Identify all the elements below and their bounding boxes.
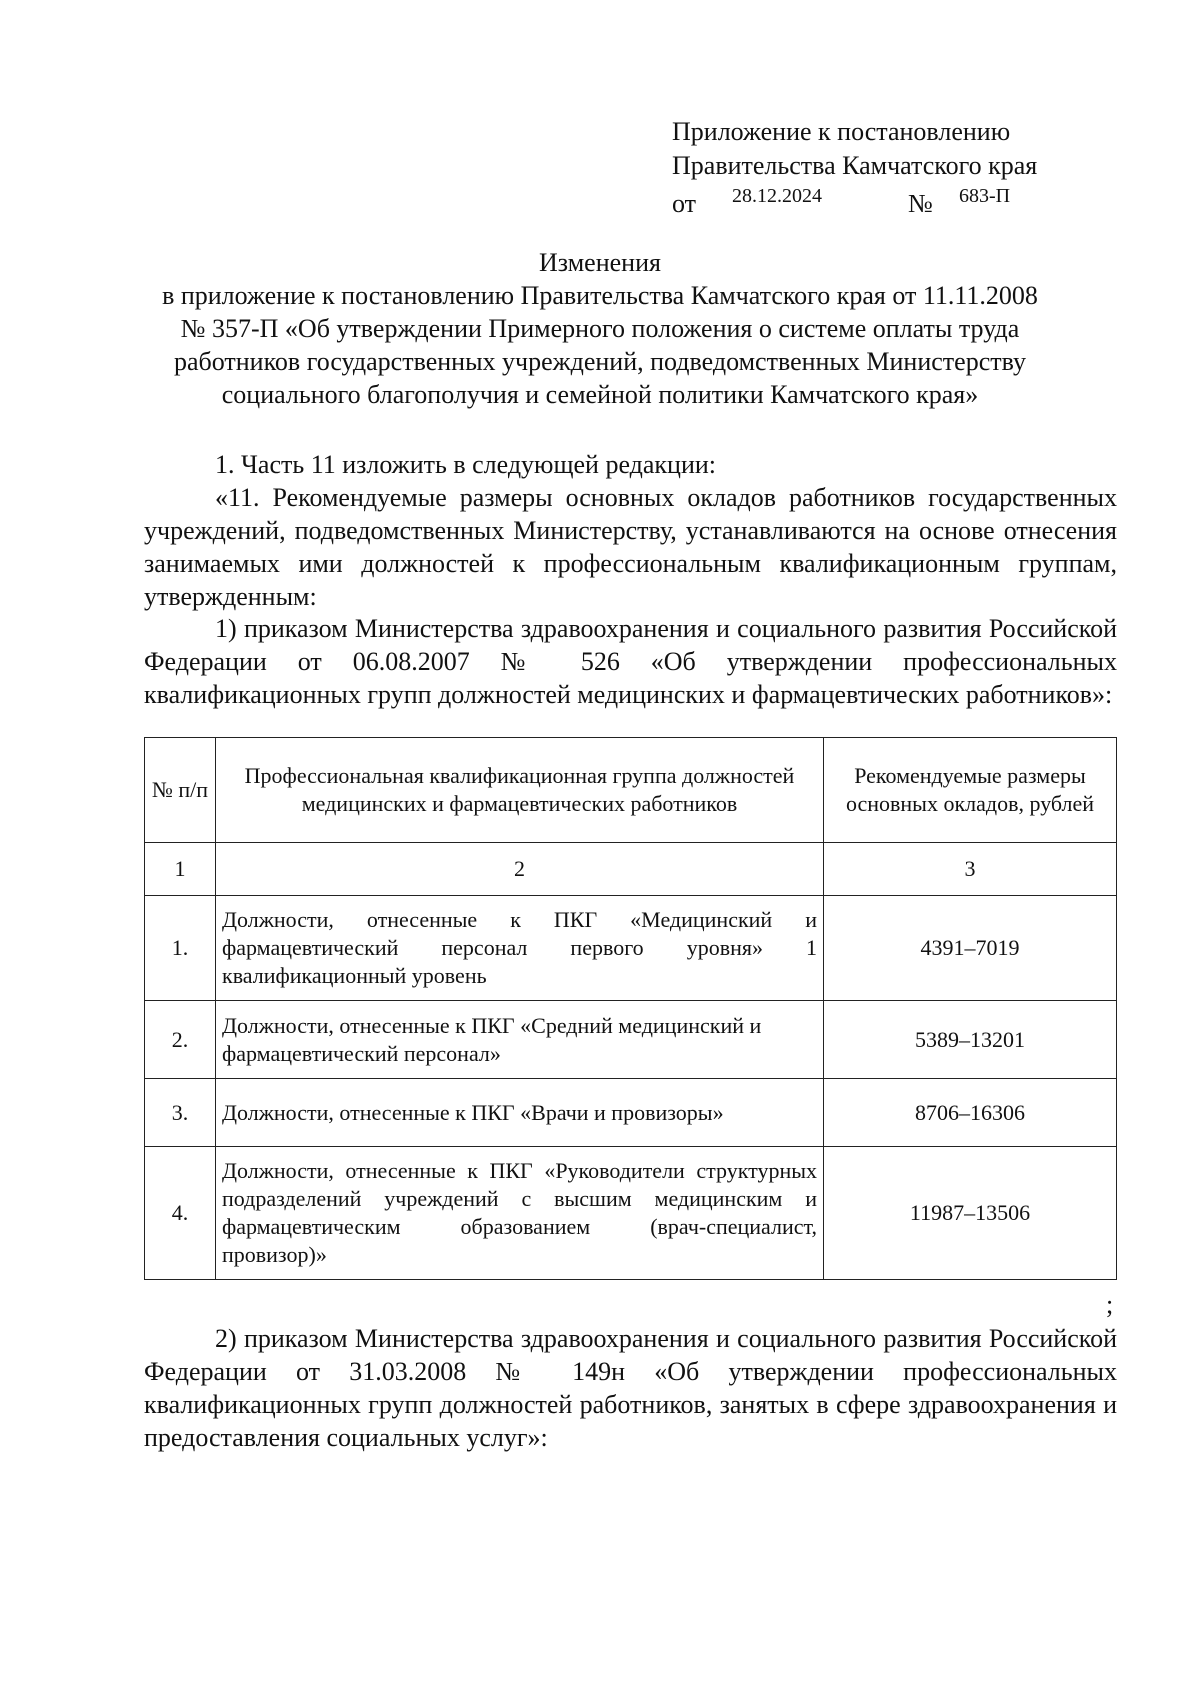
appendix-header <box>672 115 1037 217</box>
row-group: Должности, отнесенные к ПКГ «Врачи и провизоры» <box>216 1079 824 1147</box>
row-number: 4. <box>145 1147 216 1280</box>
document-title <box>120 246 1080 411</box>
row-group: Должности, отнесенные к ПКГ «Медицинский и фармацевтический персонал первого уровня» 1 квалификационный уровень <box>216 896 824 1001</box>
salary-table <box>144 737 1117 1280</box>
table-row <box>145 1079 1117 1147</box>
table-row <box>145 1001 1117 1079</box>
paragraph-2: «11. Рекомендуемые размеры основных окладов работников государственных учреждений, подведомственных Министерству, устанавливаются на основе отнесения занимаемых ими должностей к профессиональным квалификационным группам, утвержденным: <box>144 483 1117 611</box>
column-number-3: 3 <box>824 843 1117 896</box>
resolution-date: 28.12.2024 <box>732 185 822 207</box>
appendix-line-1: Приложение к постановлению <box>672 117 1011 146</box>
header-group: Профессиональная квалификационная группа должностей медицинских и фармацевтических работников <box>216 738 824 843</box>
table-header-row <box>145 738 1117 843</box>
paragraph-1: 1. Часть 11 изложить в следующей редакции: <box>215 450 717 479</box>
row-group: Должности, отнесенные к ПКГ «Средний медицинский и фармацевтический персонал» <box>216 1001 824 1079</box>
row-salary: 11987–13506 <box>824 1147 1117 1280</box>
paragraph-4: 2) приказом Министерства здравоохранения и социального развития Российской Федерации от 31.03.2008 № 149н «Об утверждении профессиональных квалификационных групп должностей работников, занятых в сфере здравоохранения и предоставления социальных услуг»: <box>144 1324 1117 1452</box>
table-end-semicolon: ; <box>1106 1290 1114 1319</box>
title-line-2: № 357-П «Об утверждении Примерного положения о системе оплаты труда <box>180 314 1020 343</box>
row-salary: 5389–13201 <box>824 1001 1117 1079</box>
row-group: Должности, отнесенные к ПКГ «Руководители структурных подразделений учреждений с высшим медицинским и фармацевтическим образованием (врач-специалист, провизор)» <box>216 1147 824 1280</box>
header-salary: Рекомендуемые размеры основных окладов, рублей <box>824 738 1117 843</box>
title-line-3: работников государственных учреждений, подведомственных Министерству <box>173 347 1026 376</box>
table-column-numbers-row <box>145 843 1117 896</box>
appendix-date-line <box>672 183 1037 217</box>
row-number: 1. <box>145 896 216 1001</box>
row-number: 3. <box>145 1079 216 1147</box>
paragraph-3: 1) приказом Министерства здравоохранения и социального развития Российской Федерации от 06.08.2007 № 526 «Об утверждении профессиональных квалификационных групп должностей медицинских и фармацевтических работников»: <box>144 614 1117 709</box>
from-label: от <box>672 189 697 218</box>
title-heading: Изменения <box>539 248 661 277</box>
column-number-2: 2 <box>216 843 824 896</box>
number-sign: № <box>908 189 933 218</box>
title-line-4: социального благополучия и семейной политики Камчатского края» <box>221 380 979 409</box>
table-row <box>145 896 1117 1001</box>
appendix-line-2: Правительства Камчатского края <box>672 151 1038 180</box>
row-salary: 4391–7019 <box>824 896 1117 1001</box>
resolution-number: 683-П <box>959 185 1011 207</box>
row-salary: 8706–16306 <box>824 1079 1117 1147</box>
row-number: 2. <box>145 1001 216 1079</box>
title-line-1: в приложение к постановлению Правительства Камчатского края от 11.11.2008 <box>162 281 1038 310</box>
column-number-1: 1 <box>145 843 216 896</box>
table-row <box>145 1147 1117 1280</box>
header-number: № п/п <box>145 738 216 843</box>
